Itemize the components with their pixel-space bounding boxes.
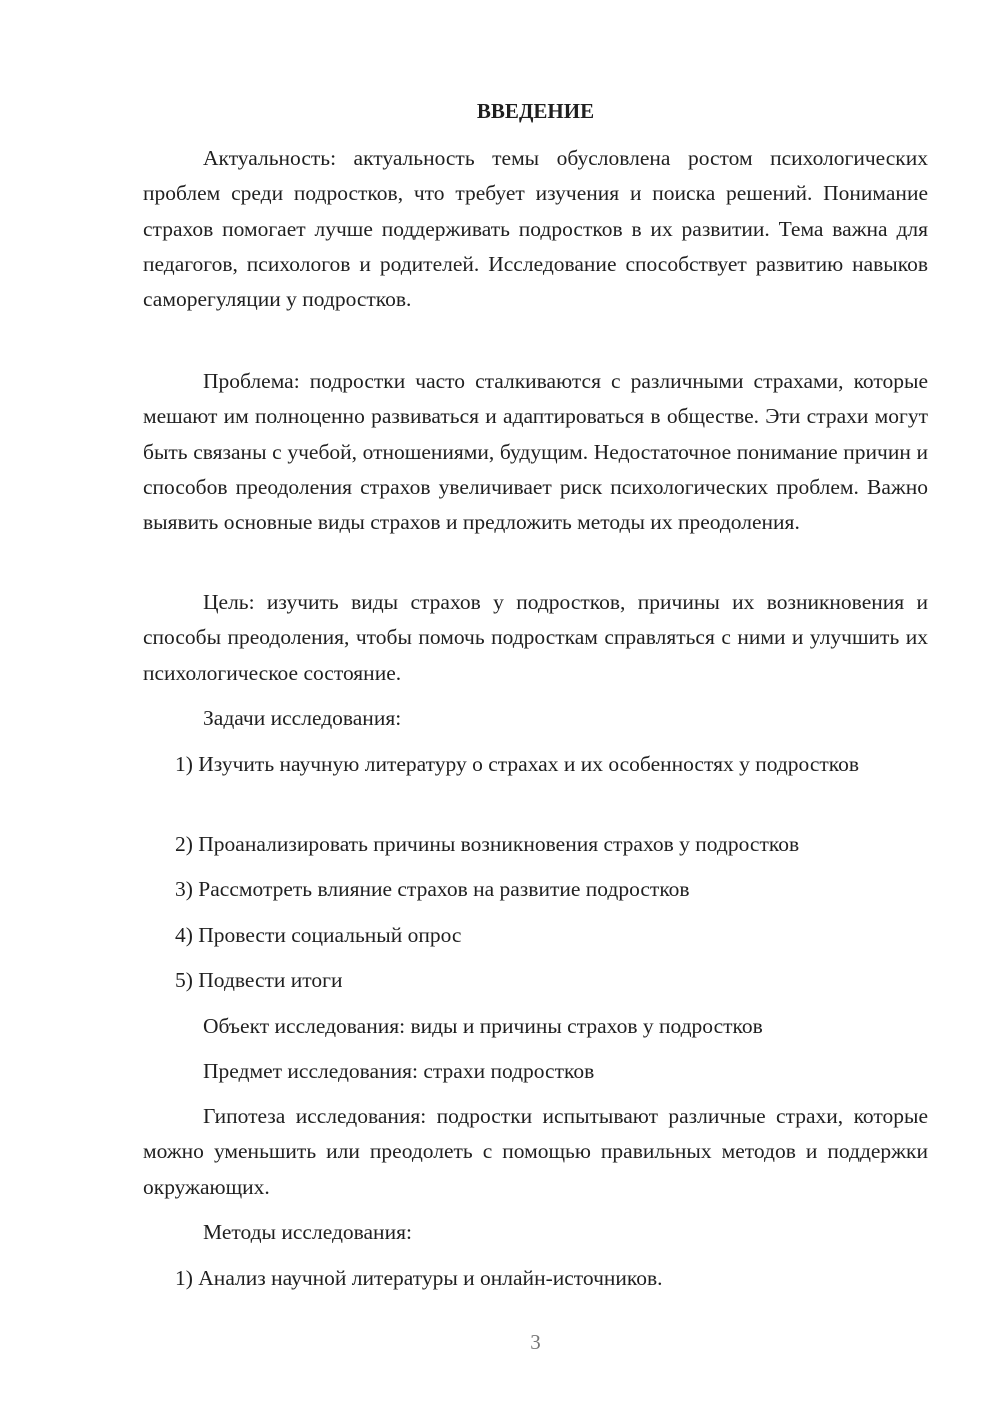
subject-paragraph: Предмет исследования: страхи подростков bbox=[203, 1059, 595, 1083]
relevance-paragraph: Актуальность: актуальность темы обусловлена ростом психологических проблем среди подростков, что требует изучения и поиска решений. Понимание страхов помогает лучше поддерживать подростков в их развитии. Тема важна для педагогов, психологов и родителей. Исследование способствует развитию навыков саморегуляции у подростков. bbox=[143, 146, 928, 312]
section-title: ВВЕДЕНИЕ bbox=[476, 99, 595, 123]
method-item-1: 1) Анализ научной литературы и онлайн-источников. bbox=[175, 1266, 663, 1290]
goal-paragraph: Цель: изучить виды страхов у подростков, причины их возникновения и способы преодоления, чтобы помочь подросткам справляться с ними и улучшить их психологическое состояние. bbox=[143, 590, 928, 685]
task-item-3: 3) Рассмотреть влияние страхов на развитие подростков bbox=[175, 877, 690, 901]
problem-paragraph: Проблема: подростки часто сталкиваются с различными страхами, которые мешают им полноценно развиваться и адаптироваться в обществе. Эти страхи могут быть связаны с учебой, отношениями, будущим. Недостаточное понимание причин и способов преодоления страхов увеличивает риск психологических проблем. Важно выявить основные виды страхов и предложить методы их преодоления. bbox=[143, 369, 928, 535]
task-item-5: 5) Подвести итоги bbox=[175, 968, 343, 992]
object-paragraph: Объект исследования: виды и причины страхов у подростков bbox=[203, 1014, 763, 1038]
hypothesis-paragraph: Гипотеза исследования: подростки испытывают различные страхи, которые можно уменьшить или преодолеть с помощью правильных методов и поддержки окружающих. bbox=[143, 1104, 928, 1199]
tasks-heading: Задачи исследования: bbox=[203, 706, 402, 730]
task-item-2: 2) Проанализировать причины возникновения страхов у подростков bbox=[175, 832, 800, 856]
methods-heading: Методы исследования: bbox=[203, 1220, 412, 1244]
task-item-4: 4) Провести социальный опрос bbox=[175, 923, 462, 947]
task-item-1: 1) Изучить научную литературу о страхах и их особенностях у подростков bbox=[175, 752, 860, 776]
page-number: 3 bbox=[530, 1330, 541, 1354]
